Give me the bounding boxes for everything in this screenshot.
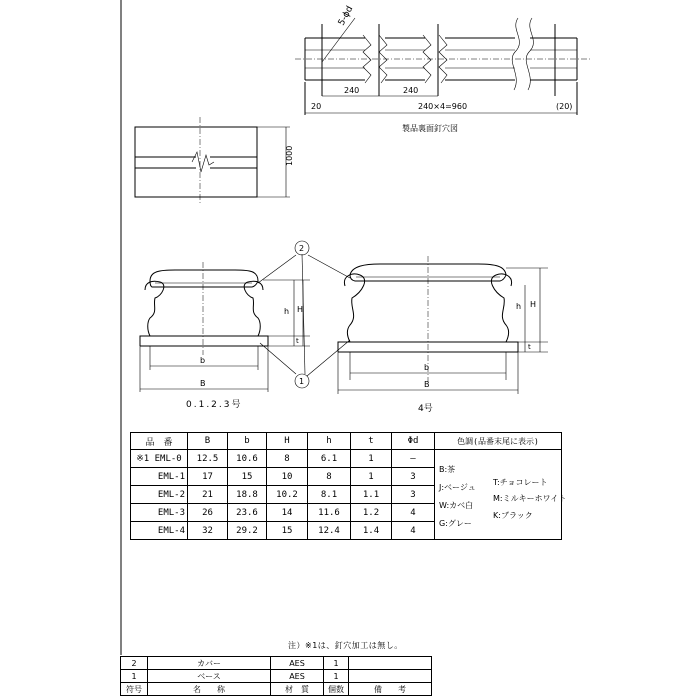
- header-part-no: 品 番: [131, 433, 188, 450]
- cell: 15: [267, 522, 308, 540]
- dim-240-a: 240: [344, 86, 360, 95]
- cell: EML-3: [131, 504, 188, 522]
- left-H: H: [297, 305, 304, 314]
- header-colors: 色調(品番末尾に表示): [435, 433, 562, 450]
- cell: 8: [308, 468, 351, 486]
- parts-row: [121, 670, 432, 683]
- footnote: 注）※1は、釘穴加工は無し。: [288, 641, 403, 650]
- color-code: J:ベージュ: [439, 483, 476, 492]
- dim-total: 240×4=960: [418, 102, 468, 111]
- cell: 4: [392, 522, 435, 540]
- header-d: Φd: [392, 433, 435, 450]
- cell: 32: [188, 522, 228, 540]
- header-H: H: [267, 433, 308, 450]
- cell: 1: [351, 468, 392, 486]
- callout-2: 2: [299, 244, 305, 253]
- right-h: h: [516, 302, 522, 311]
- left-b: b: [200, 356, 206, 365]
- callout-1: 1: [299, 377, 305, 386]
- cell: AES: [271, 657, 324, 670]
- cell: 8: [267, 450, 308, 468]
- dim-end: (20): [556, 102, 573, 111]
- cell: [349, 657, 432, 670]
- cell: 1: [121, 670, 148, 683]
- cell: 材 質: [271, 683, 324, 696]
- cell: 1: [324, 670, 349, 683]
- left-h: h: [284, 307, 290, 316]
- cell: 2: [121, 657, 148, 670]
- parts-list: [120, 656, 432, 696]
- cell: 4: [392, 504, 435, 522]
- cell: 21: [188, 486, 228, 504]
- color-code: K:ブラック: [493, 511, 533, 520]
- cell: 11.6: [308, 504, 351, 522]
- right-caption: 4号: [418, 404, 433, 414]
- left-B: B: [200, 379, 206, 388]
- cell: 29.2: [228, 522, 267, 540]
- cell: 12.5: [188, 450, 228, 468]
- cell: ベース: [148, 670, 271, 683]
- cell: ※1 EML-0: [131, 450, 188, 468]
- header-t: t: [351, 433, 392, 450]
- cell: 10.2: [267, 486, 308, 504]
- cell: 備 考: [349, 683, 432, 696]
- cell: 6.1: [308, 450, 351, 468]
- spec-header-row: [131, 433, 562, 450]
- cell: 26: [188, 504, 228, 522]
- length-view: [135, 117, 290, 205]
- cell: EML-1: [131, 468, 188, 486]
- left-t: t: [296, 337, 299, 345]
- cell: 3: [392, 468, 435, 486]
- cell: 1: [324, 657, 349, 670]
- cell: 8.1: [308, 486, 351, 504]
- color-code: G:グレー: [439, 519, 472, 528]
- color-codes: [431, 450, 567, 542]
- cell: 名 称: [148, 683, 271, 696]
- cell: 1.2: [351, 504, 392, 522]
- cell: 10.6: [228, 450, 267, 468]
- cell: —: [392, 450, 435, 468]
- right-B: B: [424, 380, 430, 389]
- cell: [349, 670, 432, 683]
- cell: 個数: [324, 683, 349, 696]
- color-code: M:ミルキーホワイト: [493, 494, 567, 503]
- section-small: [140, 262, 310, 392]
- cell: 15: [228, 468, 267, 486]
- right-b: b: [424, 363, 430, 372]
- cell: カバー: [148, 657, 271, 670]
- cell: 12.4: [308, 522, 351, 540]
- dim-20: 20: [311, 102, 322, 111]
- header-b: b: [228, 433, 267, 450]
- cell: AES: [271, 670, 324, 683]
- cell: 17: [188, 468, 228, 486]
- cell: EML-4: [131, 522, 188, 540]
- cell: 18.8: [228, 486, 267, 504]
- cell: 1.1: [351, 486, 392, 504]
- header-h: h: [308, 433, 351, 450]
- color-code: T:チョコレート: [493, 478, 548, 487]
- parts-header-row: [121, 683, 432, 696]
- section-large: [338, 256, 548, 394]
- cell: 1: [351, 450, 392, 468]
- cell: 23.6: [228, 504, 267, 522]
- right-t: t: [528, 343, 531, 351]
- cell: 14: [267, 504, 308, 522]
- cell: 3: [392, 486, 435, 504]
- nail-hole-caption: 製品裏面釘穴図: [402, 124, 458, 133]
- cell: 符号: [121, 683, 148, 696]
- cell: 10: [267, 468, 308, 486]
- cell: 1.4: [351, 522, 392, 540]
- callout-leaders: [258, 241, 350, 388]
- header-B: B: [188, 433, 228, 450]
- nail-hole-view: [295, 18, 590, 115]
- dim-1000: 1000: [285, 145, 294, 166]
- cell: EML-2: [131, 486, 188, 504]
- color-code: W:カベ白: [439, 501, 474, 510]
- dim-240-b: 240: [403, 86, 419, 95]
- left-caption: 0.1.2.3号: [186, 400, 243, 410]
- right-H: H: [530, 300, 537, 309]
- color-code: B:茶: [439, 465, 456, 474]
- hole-label: 5-ϕd: [336, 4, 356, 28]
- parts-row: [121, 657, 432, 670]
